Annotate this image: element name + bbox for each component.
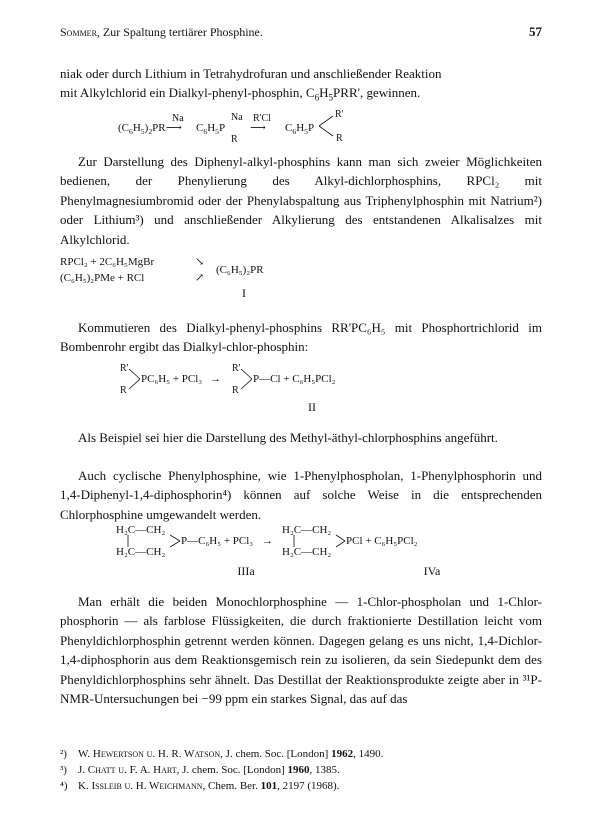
paragraph-3: Kommutieren des Dialkyl-phenyl-phosphins RR'PC₆H₅ mit Phosphortrichlorid im Bombenrohr ergibt das Dialkyl-chlor-phosphin:: [60, 320, 542, 355]
paragraph-2: Zur Darstellung des Diphenyl-alkyl-phosphins kann man sich zweier Möglichkeiten bedienen, der Phenylierung des Alkyl-dichlorphosphins, RPCl₂ mit Phenylmagnesiumbromid oder der Phenylabspaltung aus Triphenylphosphin mit Natrium²) oder Lithium³) und anschließender Alkylierung des entstandenen Alkalisalzes mit Alkylchlorid.: [60, 154, 542, 247]
scheme1-reagent-na: Na: [172, 113, 184, 124]
scheme3-right: P—Cl + C₆H₅PCl₂: [253, 373, 336, 385]
paragraph-4: Als Beispiel sei hier die Darstellung des Methyl-äthyl-chlorphosphins angeführt.: [78, 430, 498, 445]
scheme3-r-bot: R: [120, 385, 127, 396]
scheme4-ring-bot: H₂C—CH₂: [116, 546, 166, 558]
header-title: Sommer, Zur Spaltung tertiärer Phosphine.: [60, 25, 263, 39]
footnote-2: ²) W. Hewertson u. H. R. Watson, J. chem. Soc. [London] 1962, 1490.: [60, 748, 384, 760]
scheme2-eq2: (C₆H₅)₂PMe + RCl: [60, 272, 145, 284]
paragraph-5: Auch cyclische Phenylphosphine, wie 1-Phenylphospholan, 1-Phenylphosphorin und 1,4-Diphenyl-1,4-diphosphorin⁴) können auf solche Weise in die entsprechenden Chlorphosphine umgewandelt werden.: [60, 468, 542, 522]
scheme1-product: $C_6H_5P$: [285, 122, 315, 137]
scheme3-r2-top: R': [232, 363, 241, 374]
paragraph-6: Man erhält die beiden Monochlorphosphine — 1-Chlor-phospholan und 1-Chlor-phosphorin — als farblose Flüssigkeiten, die durch fraktionierte Destillation leicht vom Phenyldichlorphosphin getrennt werden können. Dagegen gelang es uns nicht, 1,4-Dichlor-1,4-diphosphorin aus dem Reaktionsgemisch rein zu isolieren, da sein Siedepunkt dem des Phenyldichlorphosphins sehr ähnelt. Das Destillat der Reaktionsprodukte zeigte aber in ³¹P-NMR-Untersuchungen bei −99 ppm ein starkes Signal, das auf das: [60, 594, 542, 707]
scheme1-int-na: Na: [231, 112, 243, 123]
scheme2-eq1: RPCl₂ + 2C₆H₅MgBr: [60, 256, 155, 268]
arrow-icon: →: [210, 373, 221, 385]
running-header: [60, 24, 542, 40]
arrow-up-right-icon: ↗: [195, 272, 205, 284]
footnote-3: ³) J. Chatt u. F. A. Hart, J. chem. Soc. [London] 1960, 1385.: [60, 764, 340, 776]
scheme3-r2-bot: R: [232, 385, 239, 396]
scheme4-ring2-bot: H₂C—CH₂: [282, 546, 332, 558]
footnote-4: ⁴) K. Issleib u. H. Weichmann, Chem. Ber. 101, 2197 (1968).: [60, 780, 340, 792]
bond-lines-icon: [240, 366, 254, 392]
compound-label-II: II: [308, 400, 316, 414]
arrow-icon: ⟶: [166, 122, 182, 134]
ring-bonds-icon: [124, 534, 184, 550]
scheme4-right: PCl + C₆H₅PCl₂: [346, 535, 418, 547]
bond-lines-icon: [128, 366, 142, 392]
compound-label-IVa: IVa: [423, 564, 441, 578]
scheme4-left: P—C₆H₅ + PCl₃: [181, 535, 254, 547]
p1-line1: niak oder durch Lithium in Tetrahydrofuran und anschließender Reaktion: [60, 66, 442, 81]
scheme1-int-r: R: [231, 134, 238, 145]
scheme1-prod-r2: R: [336, 133, 343, 144]
scheme3-r-top: R': [120, 363, 129, 374]
compound-label-IIIa: IIIa: [237, 564, 255, 578]
ring-bonds-icon: [290, 534, 350, 550]
arrow-down-right-icon: ↘: [195, 256, 205, 268]
scheme4-ring-top: H₂C—CH₂: [116, 524, 166, 536]
scheme2-product: (C₆H₅)₂PR: [216, 264, 264, 276]
compound-label-I: I: [242, 286, 246, 300]
scheme3-left: PC₆H₅ + PCl₃: [141, 373, 203, 385]
scheme1-reagent-rcl: R'Cl: [253, 113, 271, 124]
header-author: Sommer: [60, 25, 97, 39]
scheme1-prod-r1: R': [335, 109, 344, 120]
page-number: 57: [529, 24, 542, 39]
scheme1-intermediate: $C_6H_5P$: [196, 122, 226, 137]
scheme1-reactant: $(C_6H_5)_2PR$: [118, 122, 166, 137]
arrow-icon: ⟶: [250, 122, 266, 134]
paragraph-1: [60, 64, 542, 103]
scheme4-ring2-top: H₂C—CH₂: [282, 524, 332, 536]
footnotes: [60, 746, 542, 794]
arrow-icon: →: [262, 535, 273, 547]
p1-line2: mit Alkylchlorid ein Dialkyl-phenyl-phosphin, $C_6H_5PRR'$, gewinnen.: [60, 85, 421, 103]
bond-lines-icon: [317, 112, 337, 140]
